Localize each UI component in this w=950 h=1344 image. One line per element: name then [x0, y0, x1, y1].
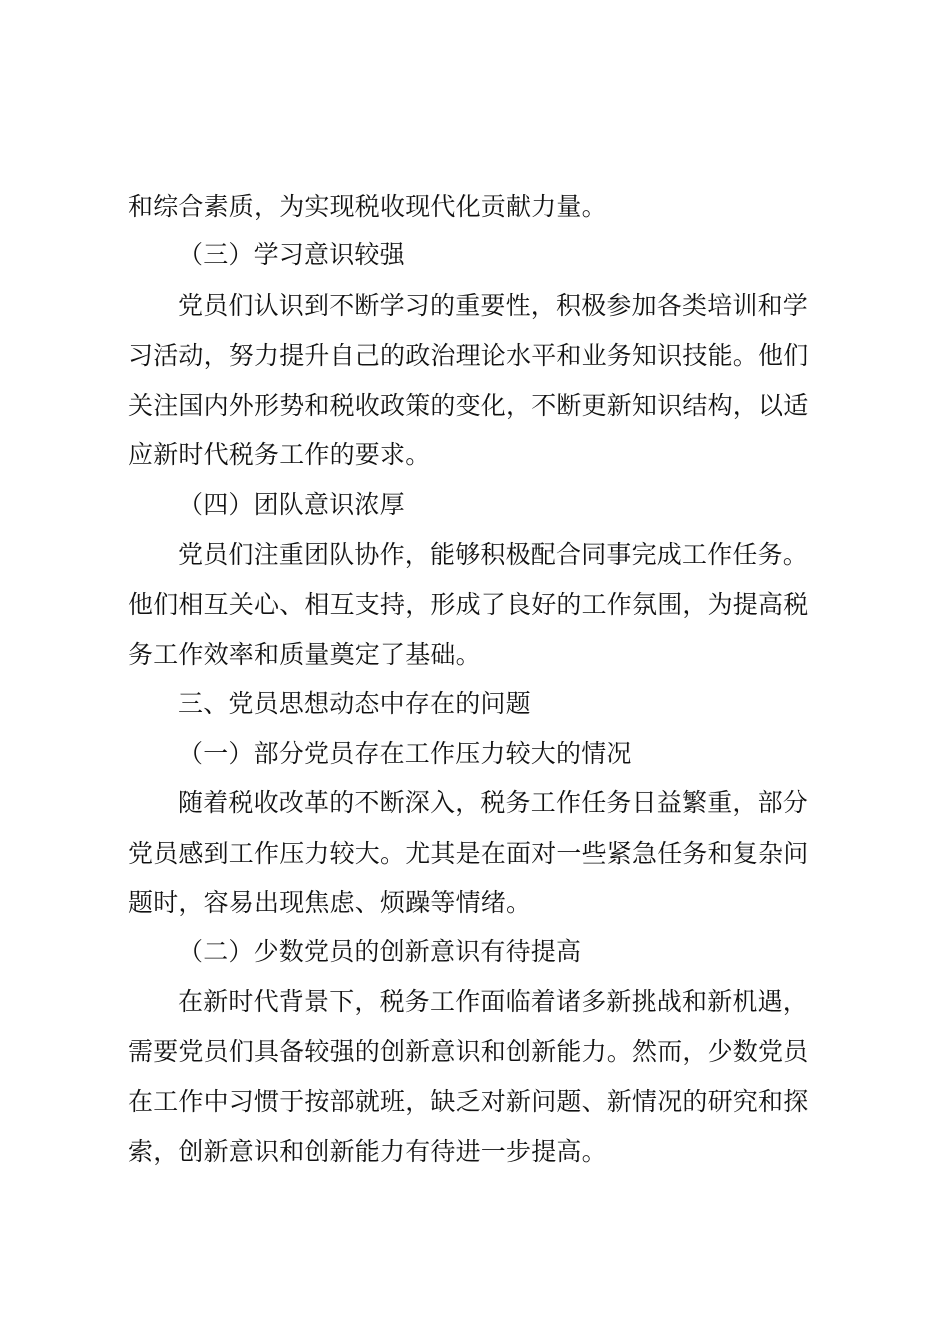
paragraph-line: 他们相互关心、相互支持，形成了良好的工作氛围，为提高税 [128, 590, 809, 619]
paragraph-line: 索，创新意识和创新能力有待进一步提高。 [128, 1137, 607, 1166]
paragraph-line: 党员感到工作压力较大。尤其是在面对一些紧急任务和复杂问 [128, 839, 809, 868]
subsection-heading-1: （一）部分党员存在工作压力较大的情况 [178, 739, 632, 768]
paragraph-line: 在新时代背景下，税务工作面临着诸多新挑战和新机遇， [178, 987, 809, 1016]
paragraph-line: 党员们认识到不断学习的重要性，积极参加各类培训和学 [178, 291, 809, 320]
paragraph-line: 随着税收改革的不断深入，税务工作任务日益繁重，部分 [178, 788, 809, 817]
paragraph-continuation-line: 和综合素质，为实现税收现代化贡献力量。 [128, 192, 607, 221]
paragraph-line: 需要党员们具备较强的创新意识和创新能力。然而，少数党员 [128, 1037, 809, 1066]
paragraph-line: 务工作效率和质量奠定了基础。 [128, 640, 481, 669]
paragraph-line: 关注国内外形势和税收政策的变化，不断更新知识结构，以适 [128, 391, 809, 420]
paragraph-line: 应新时代税务工作的要求。 [128, 440, 431, 469]
paragraph-line: 党员们注重团队协作，能够积极配合同事完成工作任务。 [178, 540, 809, 569]
subsection-heading-2: （二）少数党员的创新意识有待提高 [178, 937, 582, 966]
section-heading-4: （四）团队意识浓厚 [178, 490, 405, 519]
paragraph-line: 题时，容易出现焦虑、烦躁等情绪。 [128, 888, 532, 917]
section-heading-3: （三）学习意识较强 [178, 240, 405, 269]
paragraph-line: 习活动，努力提升自己的政治理论水平和业务知识技能。他们 [128, 341, 809, 370]
paragraph-line: 在工作中习惯于按部就班，缺乏对新问题、新情况的研究和探 [128, 1087, 809, 1116]
chapter-heading: 三、党员思想动态中存在的问题 [178, 689, 531, 718]
